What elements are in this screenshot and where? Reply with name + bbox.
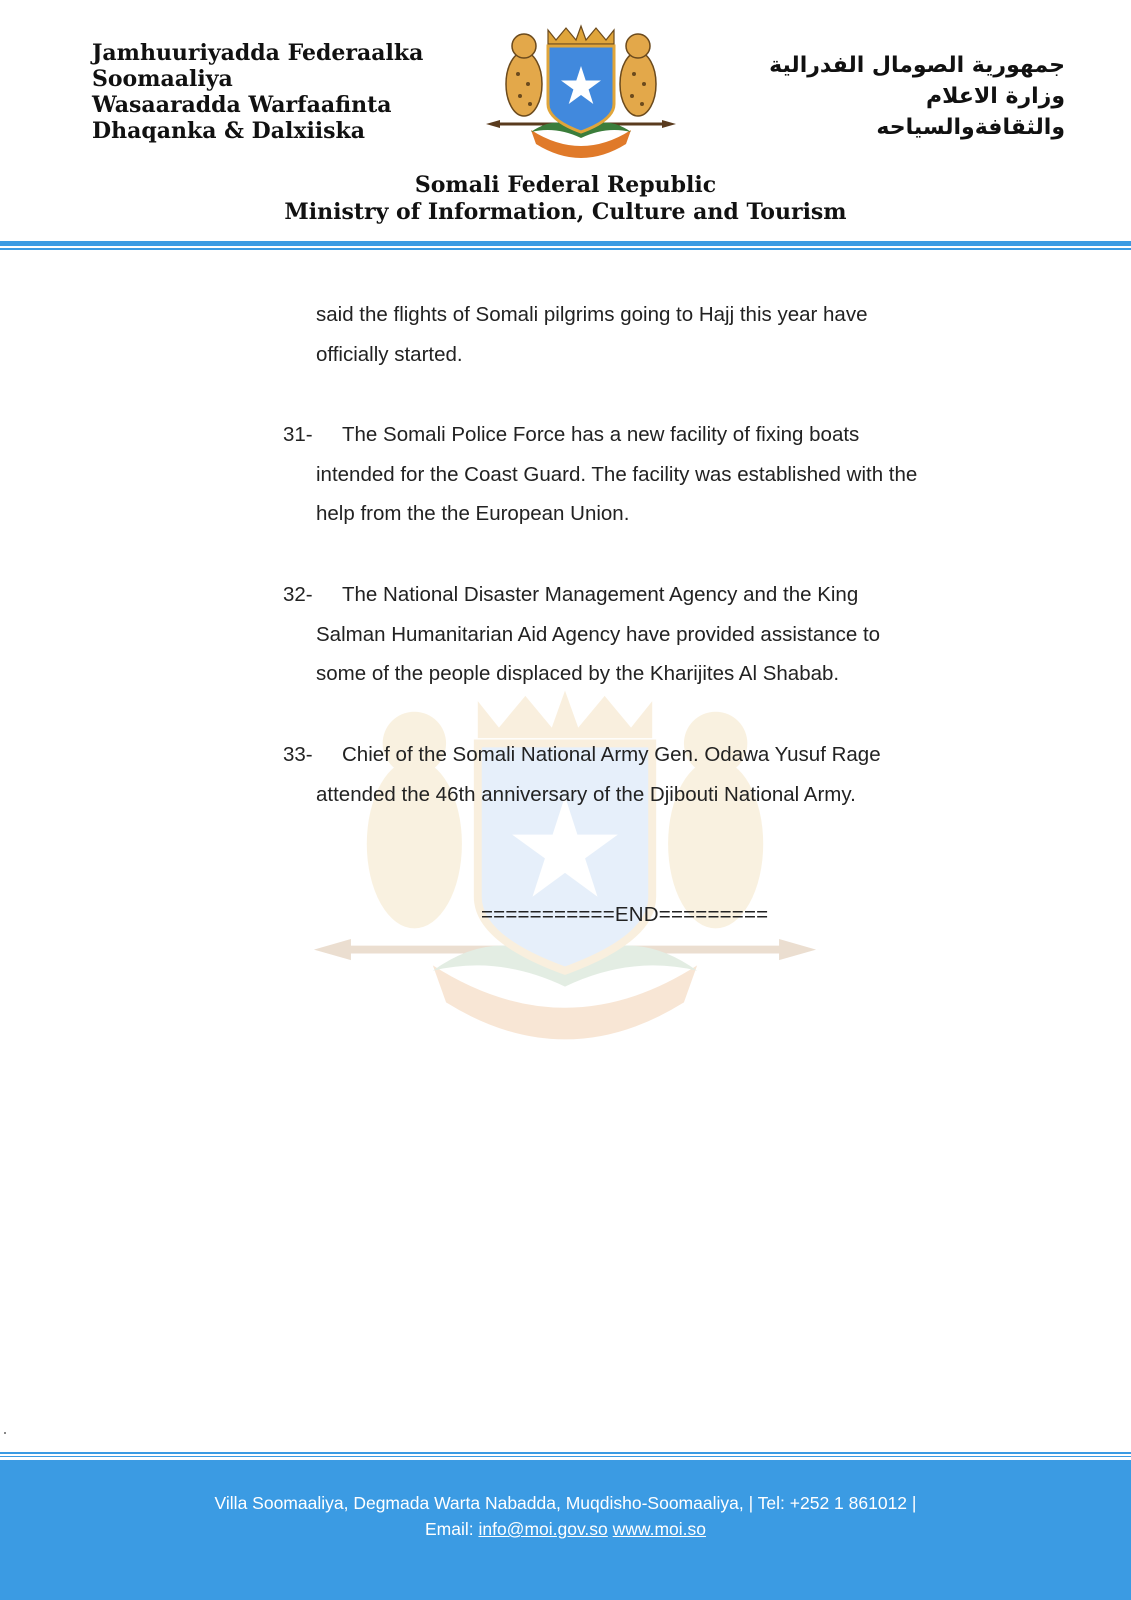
somali-line: Wasaaradda Warfaafinta — [92, 92, 392, 118]
header-divider-thin — [0, 248, 1131, 250]
arabic-line: جمهورية الصومال الفدرالية — [769, 53, 1065, 78]
footer-contact — [0, 1516, 1131, 1542]
news-item-33 — [283, 735, 1013, 814]
somali-heading — [92, 40, 423, 144]
footer — [0, 1460, 1131, 1600]
english-subtitle: Ministry of Information, Culture and Tourism — [284, 199, 847, 225]
stray-mark — [4, 1432, 6, 1434]
text-line: help from the the European Union. — [316, 502, 630, 525]
news-item-31 — [283, 415, 1013, 534]
arabic-heading — [769, 50, 1065, 143]
header-divider — [0, 241, 1131, 246]
somali-line: Jamhuuriyadda Federaalka — [92, 40, 424, 66]
text-line: The National Disaster Management Agency and the King — [342, 583, 859, 606]
coat-of-arms-icon — [486, 22, 676, 162]
text-line: said the flights of Somali pilgrims going to Hajj this year have — [316, 303, 868, 326]
item-number: 32- — [283, 583, 313, 606]
english-heading — [0, 172, 1131, 226]
text-line: The Somali Police Force has a new facility of fixing boats — [342, 423, 860, 446]
somali-line: Soomaaliya — [92, 66, 233, 92]
website-link[interactable]: www.moi.so — [612, 1519, 707, 1539]
text-line: Chief of the Somali National Army Gen. Odawa Yusuf Rage — [342, 743, 881, 766]
email-label: Email: — [424, 1519, 474, 1539]
letterhead — [0, 0, 1131, 255]
english-title: Somali Federal Republic — [414, 172, 717, 198]
arabic-line: والثقافةوالسياحه — [876, 115, 1065, 140]
text-line: Salman Humanitarian Aid Agency have provided assistance to — [316, 622, 881, 646]
somali-line: Dhaqanka & Dalxiiska — [92, 118, 366, 144]
footer-divider — [0, 1452, 1131, 1454]
text-line: attended the 46th anniversary of the Djibouti National Army. — [316, 782, 856, 806]
news-item-32 — [283, 575, 1013, 694]
end-marker: ===========END========= — [481, 903, 769, 926]
continuation-paragraph — [316, 295, 1016, 374]
item-number: 31- — [283, 423, 313, 446]
email-link[interactable]: info@moi.gov.so — [478, 1519, 608, 1539]
text-line: intended for the Coast Guard. The facility was established with the — [316, 462, 918, 486]
text-line: some of the people displaced by the Kharijites Al Shabab. — [316, 662, 840, 685]
footer-divider-thin — [0, 1456, 1131, 1457]
arabic-line: وزارة الاعلام — [926, 84, 1065, 109]
item-number: 33- — [283, 743, 313, 766]
footer-address: Villa Soomaaliya, Degmada Warta Nabadda, Muqdisho-Soomaaliya, | Tel: +252 1 861012 | — [214, 1493, 917, 1513]
text-line: officially started. — [316, 342, 463, 366]
